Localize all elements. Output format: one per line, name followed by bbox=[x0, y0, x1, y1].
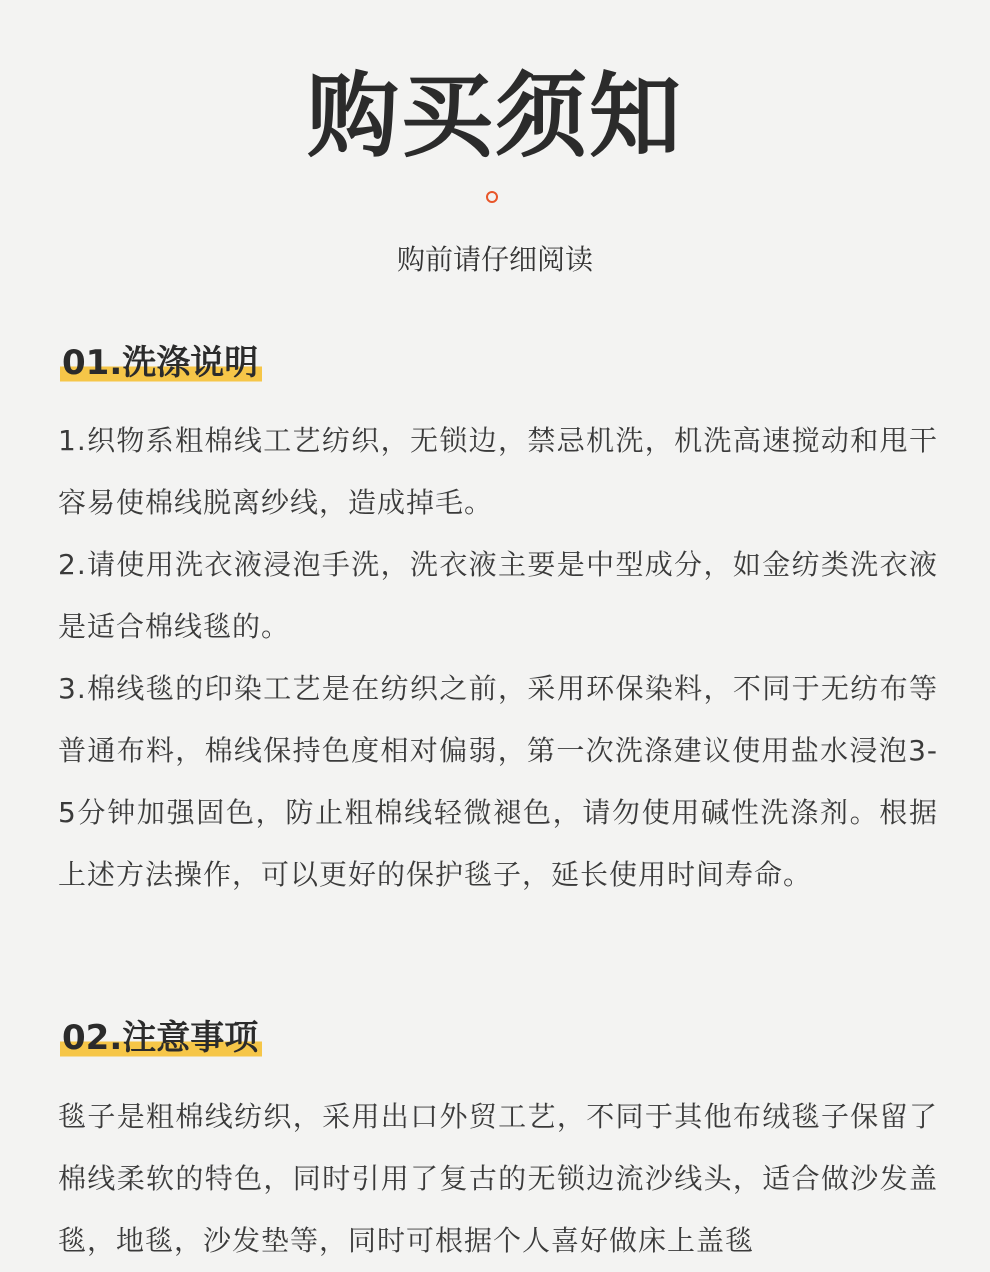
page-subtitle: 购前请仔细阅读 bbox=[396, 243, 593, 276]
page-title: 购买须知 bbox=[306, 63, 683, 170]
paragraph: 毯子是粗棉线纺织，采用出口外贸工艺，不同于其他布绒毯子保留了棉线柔软的特色，同时引用了复古的无锁边流沙线头，适合做沙发盖毯，地毯，沙发垫等，同时可根据个人喜好做床上盖毯 bbox=[58, 1100, 938, 1257]
section-body-washing bbox=[58, 410, 938, 906]
section-body-notes bbox=[58, 1086, 938, 1272]
circle-dot-icon bbox=[486, 191, 498, 203]
section-heading-notes: 02.注意事项 bbox=[60, 1016, 262, 1060]
paragraph: 1.织物系粗棉线工艺纺织，无锁边，禁忌机洗，机洗高速搅动和甩干容易使棉线脱离纱线，造成掉毛。 bbox=[58, 424, 938, 519]
paragraph: 2.请使用洗衣液浸泡手洗，洗衣液主要是中型成分，如金纺类洗衣液是适合棉线毯的。 bbox=[58, 548, 938, 643]
section-heading-washing: 01.洗涤说明 bbox=[60, 341, 262, 385]
paragraph: 3.棉线毯的印染工艺是在纺织之前，采用环保染料，不同于无纺布等普通布料，棉线保持色度相对偏弱，第一次洗涤建议使用盐水浸泡3-5分钟加强固色，防止粗棉线轻微褪色，请勿使用碱性洗涤剂。根据上述方法操作，可以更好的保护毯子，延长使用时间寿命。 bbox=[58, 672, 938, 891]
